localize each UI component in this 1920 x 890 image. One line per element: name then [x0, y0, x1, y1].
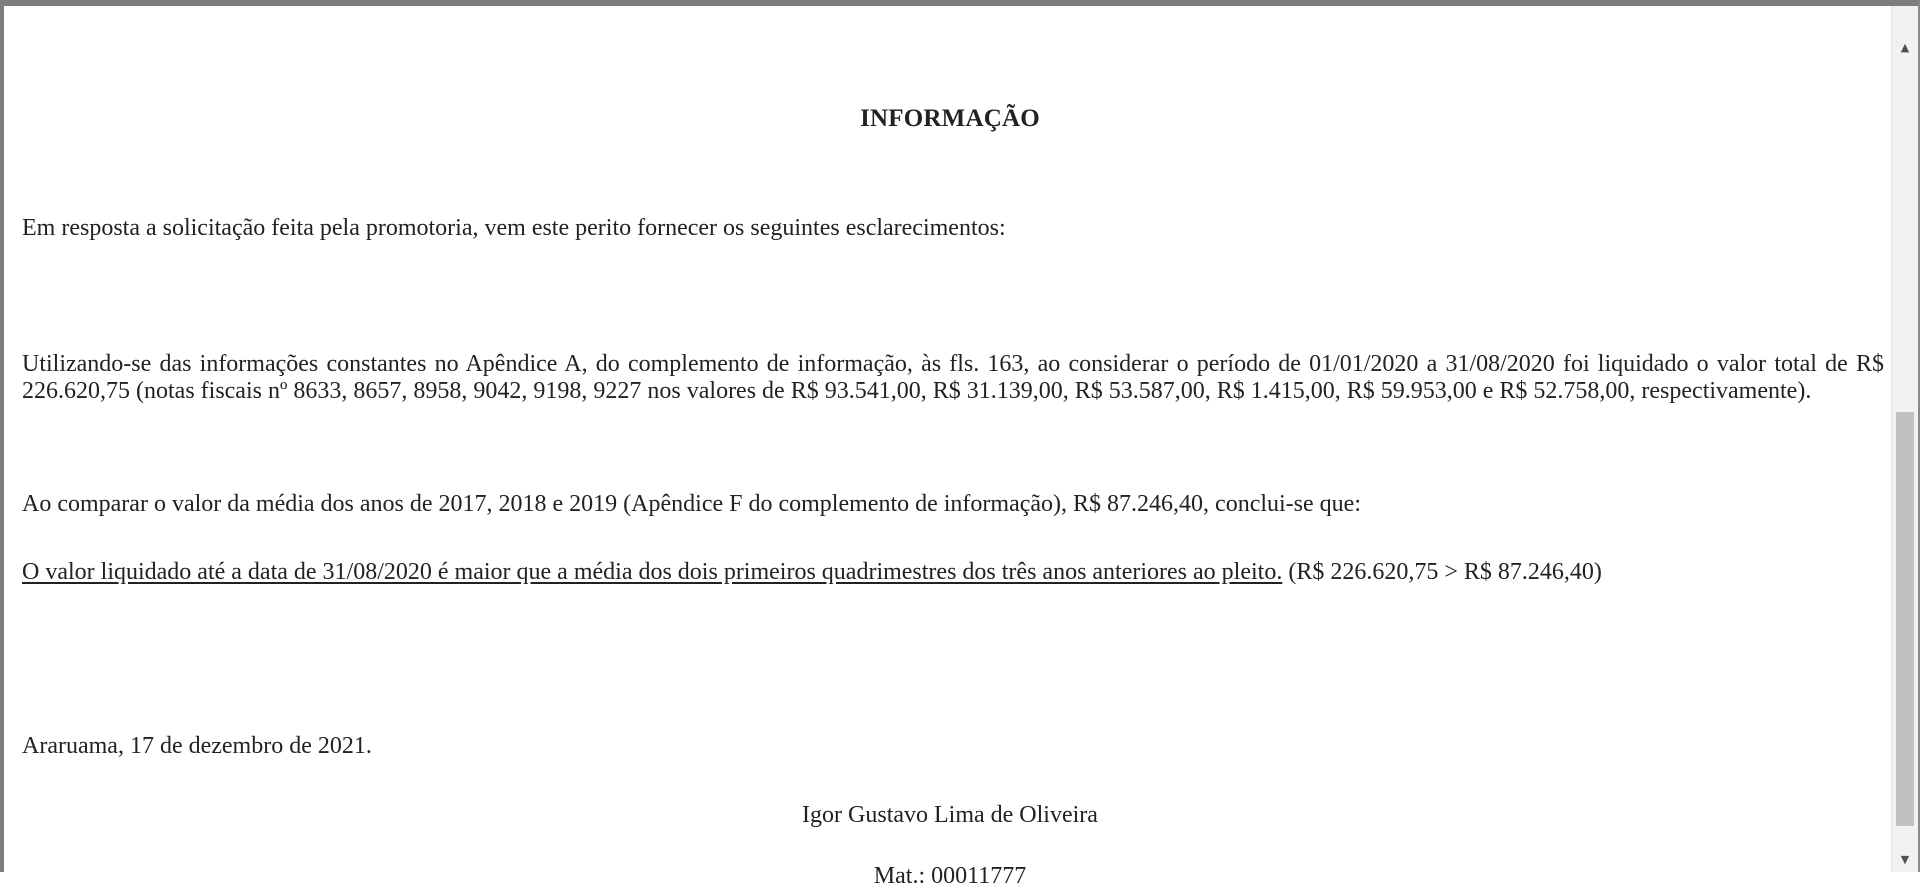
vertical-scrollbar[interactable]: [1891, 6, 1918, 872]
date-line: Araruama, 17 de dezembro de 2021.: [22, 733, 372, 759]
conclusion-values: (R$ 226.620,75 > R$ 87.246,40): [1282, 559, 1602, 585]
conclusion-paragraph: [22, 559, 1884, 586]
arrow-up-icon[interactable]: ▲: [1900, 40, 1910, 54]
utilization-paragraph: Utilizando-se das informações constantes no Apêndice A, do complemento de informação, às fls. 163, ao considerar o período de 01/01/2020 a 31/08/2020 foi liquidado o valor total de R$ 226.620,75 (notas fiscais nº 8633, 8657, 8958, 9042, 9198, 9227 nos valores de R$ 93.541,00, R$ 31.139,00, R$ 53.587,00, R$ 1.415,00, R$ 59.953,00 e R$ 52.758,00, respectivamente).: [22, 351, 1884, 404]
registration-number: Mat.: 00011777: [873, 863, 1027, 889]
signer-name: Igor Gustavo Lima de Oliveira: [802, 802, 1098, 828]
scrollbar-thumb[interactable]: [1896, 412, 1914, 826]
document-title: INFORMAÇÃO: [860, 105, 1040, 132]
arrow-down-icon[interactable]: ▼: [1900, 852, 1910, 866]
comparison-paragraph: Ao comparar o valor da média dos anos de 2017, 2018 e 2019 (Apêndice F do complemento de informação), R$ 87.246,40, conclui-se que:: [22, 491, 1361, 517]
intro-paragraph: Em resposta a solicitação feita pela promotoria, vem este perito fornecer os seguintes esclarecimentos:: [22, 215, 1006, 241]
conclusion-statement: O valor liquidado até a data de 31/08/2020 é maior que a média dos dois primeiros quadrimestres dos três anos anteriores ao pleito.: [22, 559, 1283, 585]
document-page: [4, 6, 1896, 889]
